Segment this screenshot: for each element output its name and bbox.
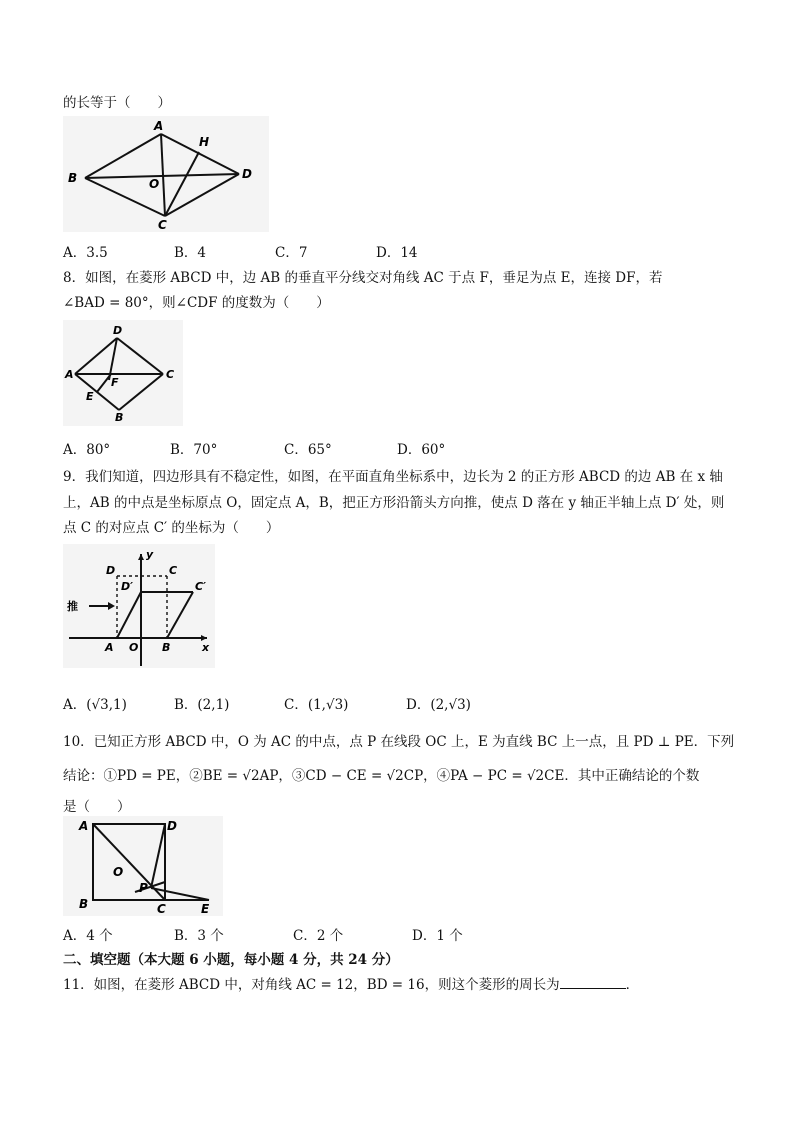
q8-label-d: D	[113, 324, 123, 337]
q7-stem-tail: 的长等于（ ）	[63, 95, 171, 111]
q10-option-a[interactable]: A．4 个	[63, 928, 113, 944]
q10-option-b[interactable]: B．3 个	[174, 928, 224, 944]
q10-label-c: C	[157, 902, 166, 916]
q10-label-o: O	[113, 865, 124, 879]
q7-label-b: B	[68, 171, 78, 185]
q9-stem-line2: 上，AB 的中点是坐标原点 O，固定点 A，B，把正方形沿箭头方向推，使点 D 落在 y 轴正半轴上点 D′ 处，则	[63, 495, 725, 511]
q11-answer-blank[interactable]	[560, 976, 626, 989]
q10-label-a: A	[79, 819, 89, 833]
q8-label-c: C	[166, 368, 175, 381]
q9-option-d[interactable]: D．(2,√3)	[406, 697, 471, 713]
q7-label-o: O	[149, 177, 160, 191]
q10-stem-line1: 10．已知正方形 ABCD 中，O 为 AC 的中点，点 P 在线段 OC 上，E 为直线 BC 上一点，且 PD ⊥ PE．下列	[63, 734, 735, 750]
q8-label-f: F	[111, 376, 119, 389]
q7-label-c: C	[158, 218, 167, 232]
section-2-heading: 二、填空题（本大题 6 小题，每小题 4 分，共 24 分）	[63, 952, 399, 968]
q10-option-d[interactable]: D．1 个	[412, 928, 463, 944]
q8-stem-line2: ∠BAD = 80°，则∠CDF 的度数为（ ）	[63, 295, 330, 311]
q9-stem-line3: 点 C 的对应点 C′ 的坐标为（ ）	[63, 520, 280, 536]
q8-label-b: B	[115, 411, 124, 424]
q7-figure	[63, 116, 269, 232]
q9-label-c: C	[169, 564, 178, 577]
q7-label-a: A	[154, 119, 164, 133]
q9-label-d: D	[106, 564, 116, 577]
q9-label-b: B	[162, 641, 171, 654]
q11-stem-text: 11．如图，在菱形 ABCD 中，对角线 AC = 12，BD = 16，则这个菱形的周长为	[63, 977, 560, 993]
q7-option-c[interactable]: C．7	[275, 245, 308, 261]
q9-stem-line1: 9．我们知道，四边形具有不稳定性，如图，在平面直角坐标系中，边长为 2 的正方形 ABCD 的边 AB 在 x 轴	[63, 469, 723, 485]
q9-label-x: x	[202, 641, 210, 654]
q8-stem-line1: 8．如图，在菱形 ABCD 中，边 AB 的垂直平分线交对角线 AC 于点 F，垂足为点 E，连接 DF，若	[63, 270, 663, 286]
q10-label-d: D	[167, 819, 177, 833]
q9-figure	[63, 544, 215, 668]
q7-option-a[interactable]: A．3.5	[63, 245, 108, 261]
q9-label-d-prime: D′	[121, 580, 134, 593]
q8-option-c[interactable]: C．65°	[284, 442, 332, 458]
q7-option-b[interactable]: B．4	[174, 245, 207, 261]
q8-option-b[interactable]: B．70°	[170, 442, 218, 458]
q10-option-c[interactable]: C．2 个	[293, 928, 344, 944]
q7-option-d[interactable]: D．14	[376, 245, 418, 261]
q10-label-e: E	[201, 902, 210, 916]
q9-label-c-prime: C′	[195, 580, 206, 593]
q9-label-push: 推	[67, 600, 78, 613]
q8-label-a: A	[65, 368, 74, 381]
q9-label-y: y	[146, 548, 154, 561]
q10-figure	[63, 816, 223, 916]
q9-option-c[interactable]: C．(1,√3)	[284, 697, 349, 713]
q8-option-d[interactable]: D．60°	[397, 442, 446, 458]
q9-label-o: O	[129, 641, 139, 654]
q7-label-d: D	[242, 167, 252, 181]
q8-label-e: E	[86, 390, 94, 403]
q11-stem	[63, 973, 639, 993]
q10-stem-line3: 是（ ）	[63, 799, 131, 815]
q7-label-h: H	[199, 135, 210, 149]
q9-label-a: A	[105, 641, 114, 654]
q8-figure	[63, 320, 183, 426]
q10-stem-line2: 结论：①PD = PE，②BE = √2AP，③CD − CE = √2CP，④PA − PC = √2CE．其中正确结论的个数	[63, 768, 700, 784]
q9-option-b[interactable]: B．(2,1)	[174, 697, 230, 713]
q10-label-p: P	[139, 881, 148, 895]
q10-label-b: B	[79, 897, 89, 911]
q9-option-a[interactable]: A．(√3,1)	[63, 697, 127, 713]
q11-stem-end: ．	[625, 977, 640, 993]
q8-option-a[interactable]: A．80°	[63, 442, 111, 458]
